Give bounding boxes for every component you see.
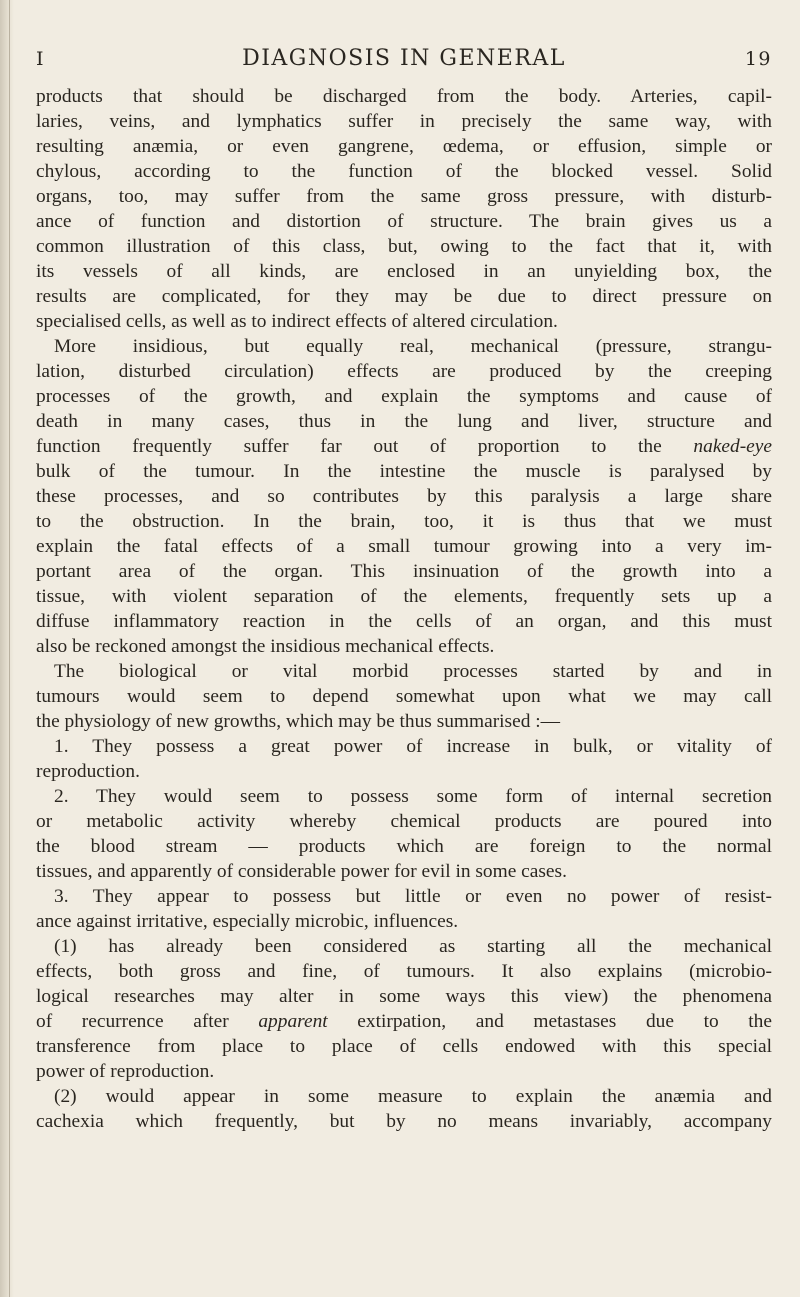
text-line: diffuse inflammatory reaction in the cells of an organ, and this must bbox=[36, 611, 772, 632]
text-line: resulting anæmia, or even gangrene, œdema, or effusion, simple or bbox=[36, 136, 772, 157]
text-line: cachexia which frequently, but by no means invariably, accompany bbox=[36, 1111, 772, 1132]
text-line: bulk of the tumour. In the intestine the muscle is paralysed by bbox=[36, 461, 772, 482]
italic-emphasis: apparent bbox=[258, 1011, 328, 1032]
text-line: 3. They appear to possess but little or even no power of resist- bbox=[54, 886, 772, 907]
text-line: or metabolic activity whereby chemical products are poured into bbox=[36, 811, 772, 832]
text-line: 1. They possess a great power of increase in bulk, or vitality of bbox=[54, 736, 772, 757]
chapter-number: I bbox=[36, 48, 46, 70]
text-line: (2) would appear in some measure to explain the anæmia and bbox=[54, 1086, 772, 1107]
text-line: organs, too, may suffer from the same gross pressure, with disturb- bbox=[36, 186, 772, 207]
text-line: results are complicated, for they may be due to direct pressure on bbox=[36, 286, 772, 307]
text-segment: function frequently suffer far out of proportion to the bbox=[36, 436, 694, 457]
text-line: effects, both gross and fine, of tumours. It also explains (microbio- bbox=[36, 961, 772, 982]
text-line: products that should be discharged from the body. Arteries, capil- bbox=[36, 86, 772, 107]
text-line: tissue, with violent separation of the elements, frequently sets up a bbox=[36, 586, 772, 607]
text-line: death in many cases, thus in the lung and liver, structure and bbox=[36, 411, 772, 432]
running-title: DIAGNOSIS IN GENERAL bbox=[242, 46, 566, 71]
text-line: processes of the growth, and explain the symptoms and cause of bbox=[36, 386, 772, 407]
text-line: common illustration of this class, but, owing to the fact that it, with bbox=[36, 236, 772, 257]
text-line: The biological or vital morbid processes started by and in bbox=[54, 661, 772, 682]
text-line: portant area of the organ. This insinuation of the growth into a bbox=[36, 561, 772, 582]
text-segment: extirpation, and metastases due to the bbox=[327, 1011, 772, 1032]
text-line: power of reproduction. bbox=[36, 1061, 215, 1082]
text-line: chylous, according to the function of the blocked vessel. Solid bbox=[36, 161, 772, 182]
text-line: these processes, and so contributes by this paralysis a large share bbox=[36, 486, 772, 507]
body-text bbox=[36, 84, 772, 1134]
text-line: also be reckoned amongst the insidious mechanical effects. bbox=[36, 636, 495, 657]
text-segment: of recurrence after bbox=[36, 1011, 259, 1032]
text-line: logical researches may alter in some ways this view) the phenomena bbox=[36, 986, 772, 1007]
text-line: specialised cells, as well as to indirect effects of altered circulation. bbox=[36, 311, 558, 332]
page-number: 19 bbox=[744, 48, 772, 70]
italic-emphasis: naked-eye bbox=[693, 436, 772, 457]
running-header bbox=[36, 40, 772, 84]
text-line: to the obstruction. In the brain, too, it is thus that we must bbox=[36, 511, 772, 532]
binding-edge bbox=[9, 0, 10, 1297]
text-line: lation, disturbed circulation) effects are produced by the creeping bbox=[36, 361, 772, 382]
text-line: (1) has already been considered as starting all the mechanical bbox=[54, 936, 772, 957]
text-line: the physiology of new growths, which may be thus summarised :— bbox=[36, 711, 561, 732]
text-line: tumours would seem to depend somewhat upon what we may call bbox=[36, 686, 772, 707]
book-page bbox=[36, 40, 772, 1134]
text-line: More insidious, but equally real, mechanical (pressure, strangu- bbox=[54, 336, 772, 357]
text-line: 2. They would seem to possess some form of internal secretion bbox=[54, 786, 772, 807]
page-binding-shadow bbox=[0, 0, 14, 1297]
text-line bbox=[36, 1009, 772, 1034]
text-line: ance against irritative, especially microbic, influences. bbox=[36, 911, 459, 932]
text-line: ance of function and distortion of structure. The brain gives us a bbox=[36, 211, 772, 232]
text-line: transference from place to place of cells endowed with this special bbox=[36, 1036, 772, 1057]
text-line: the blood stream — products which are foreign to the normal bbox=[36, 836, 772, 857]
text-line: reproduction. bbox=[36, 761, 140, 782]
text-line: its vessels of all kinds, are enclosed in an unyielding box, the bbox=[36, 261, 772, 282]
text-line: laries, veins, and lymphatics suffer in precisely the same way, with bbox=[36, 111, 772, 132]
text-line: explain the fatal effects of a small tumour growing into a very im- bbox=[36, 536, 772, 557]
text-line: tissues, and apparently of considerable power for evil in some cases. bbox=[36, 861, 567, 882]
text-line bbox=[36, 434, 772, 459]
